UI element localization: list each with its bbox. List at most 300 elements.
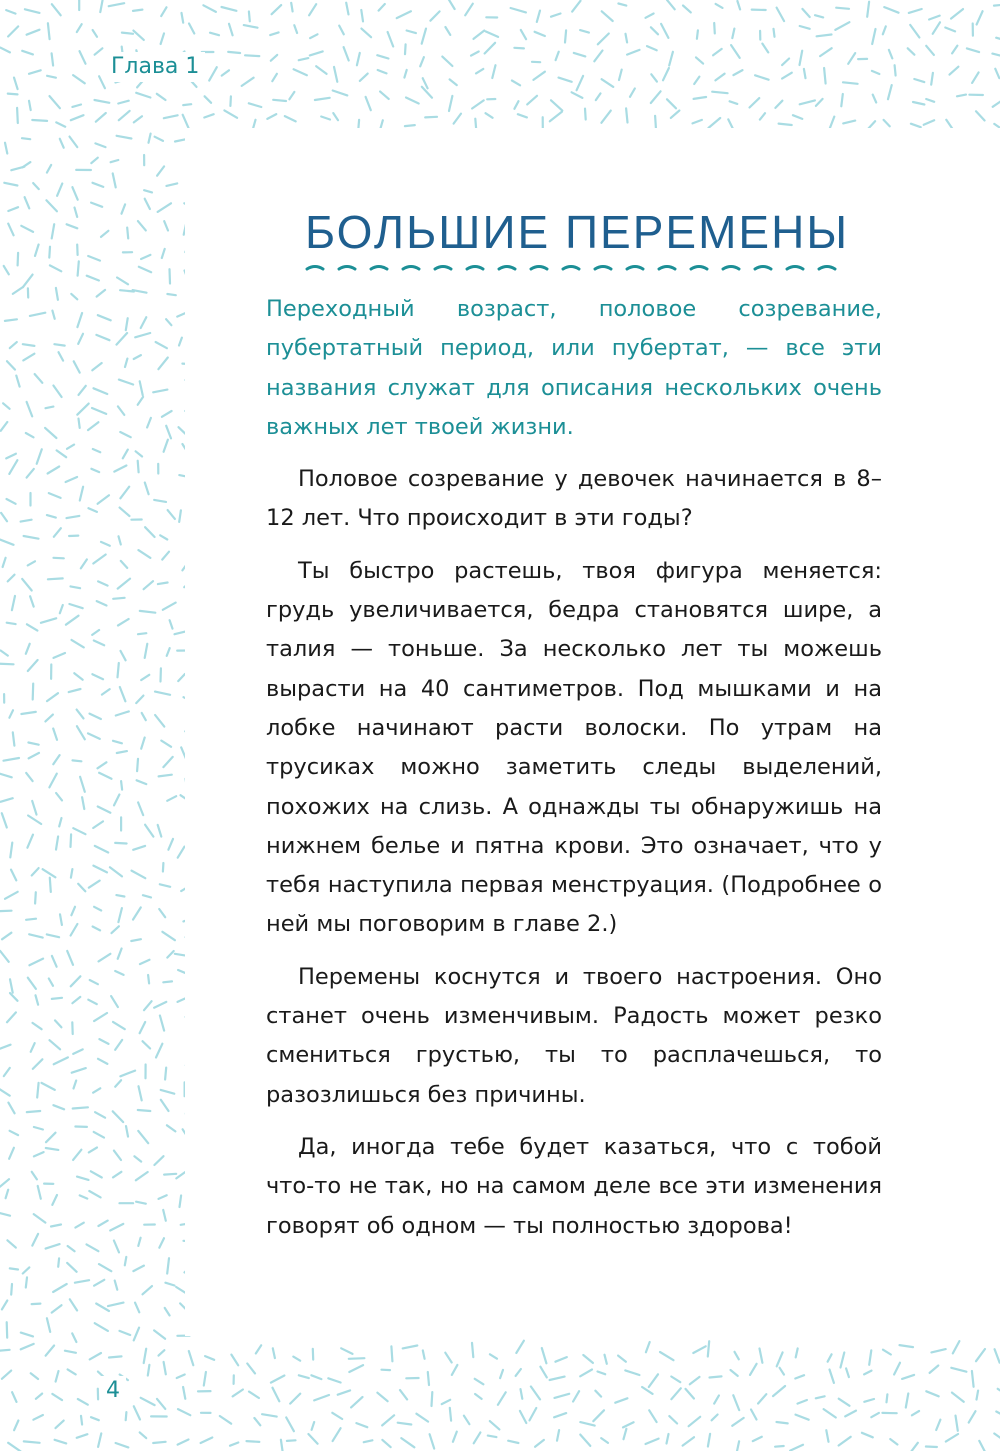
- sprinkle-dash: [594, 51, 602, 62]
- sprinkle-dash: [0, 951, 9, 962]
- sprinkle-dash: [993, 100, 1000, 107]
- sprinkle-dash: [121, 561, 127, 568]
- sprinkle-dash: [245, 55, 259, 56]
- sprinkle-dash: [131, 939, 141, 941]
- sprinkle-dash: [889, 50, 892, 59]
- sprinkle-dash: [23, 1267, 30, 1273]
- sprinkle-dash: [5, 319, 17, 321]
- sprinkle-dash: [357, 53, 360, 65]
- sprinkle-dash: [884, 120, 890, 126]
- sprinkle-dash: [914, 79, 924, 82]
- body-paragraph-1: Половое созревание у девочек начинается в 8–12 лет. Что происходит в эти годы?: [266, 466, 882, 532]
- sprinkle-dash: [52, 1394, 62, 1400]
- sprinkle-dash: [542, 1348, 547, 1363]
- sprinkle-dash: [333, 91, 348, 96]
- sprinkle-dash: [134, 355, 141, 359]
- sprinkle-dash: [388, 32, 394, 47]
- sprinkle-dash: [155, 137, 163, 141]
- sprinkle-dash: [120, 687, 126, 701]
- sprinkle-dash: [140, 611, 156, 613]
- sprinkle-dash: [926, 1447, 937, 1448]
- sprinkle-dash: [828, 1354, 832, 1361]
- sprinkle-dash: [845, 1411, 856, 1417]
- sprinkle-dash: [802, 9, 809, 17]
- sprinkle-dash: [623, 1422, 634, 1427]
- sprinkle-dash: [26, 919, 36, 920]
- sprinkle-dash: [55, 1020, 61, 1027]
- sprinkle-dash: [273, 1388, 280, 1402]
- sprinkle-dash: [651, 91, 661, 103]
- sprinkle-dash: [33, 183, 39, 189]
- sprinkle-dash: [95, 143, 105, 147]
- sprinkle-dash: [580, 1435, 590, 1446]
- sprinkle-dash: [136, 1202, 146, 1204]
- sprinkle-dash: [71, 907, 75, 915]
- sprinkle-dash: [183, 1387, 185, 1399]
- sprinkle-dash: [50, 1040, 61, 1049]
- sprinkle-dash: [951, 9, 963, 19]
- sprinkle-dash: [708, 1341, 709, 1356]
- sprinkle-dash: [95, 48, 103, 54]
- sprinkle-dash: [883, 26, 886, 34]
- sprinkle-dash: [78, 261, 79, 275]
- sprinkle-dash: [66, 477, 78, 482]
- sprinkle-dash: [750, 1364, 757, 1375]
- sprinkle-dash: [100, 0, 102, 12]
- sprinkle-dash: [291, 3, 292, 12]
- sprinkle-dash: [777, 1352, 783, 1366]
- sprinkle-dash: [862, 1433, 873, 1438]
- sprinkle-dash: [996, 1412, 1000, 1417]
- sprinkle-dash: [618, 1356, 626, 1362]
- sprinkle-dash: [4, 1068, 10, 1076]
- sprinkle-dash: [873, 95, 877, 103]
- sprinkle-dash: [945, 28, 955, 32]
- sprinkle-dash: [780, 1368, 784, 1375]
- sprinkle-dash: [585, 109, 586, 120]
- sprinkle-dash: [71, 976, 81, 986]
- article-body: [266, 290, 882, 1259]
- sprinkle-dash: [815, 15, 823, 17]
- sprinkle-dash: [94, 1280, 104, 1286]
- sprinkle-dash: [286, 1417, 294, 1431]
- sprinkle-dash: [872, 71, 880, 74]
- sprinkle-dash: [514, 48, 524, 49]
- sprinkle-dash: [27, 624, 38, 630]
- sprinkle-dash: [163, 863, 164, 872]
- sprinkle-dash: [66, 616, 79, 625]
- sprinkle-dash: [148, 975, 149, 983]
- sprinkle-dash: [37, 449, 42, 464]
- sprinkle-dash: [32, 868, 39, 875]
- sprinkle-dash: [99, 1039, 108, 1044]
- sprinkle-dash: [56, 837, 58, 850]
- sprinkle-dash: [400, 1390, 407, 1399]
- sprinkle-dash: [7, 623, 16, 624]
- sprinkle-dash: [693, 1346, 705, 1353]
- sprinkle-dash: [120, 487, 129, 499]
- sprinkle-dash: [45, 428, 56, 438]
- sprinkle-dash: [686, 1389, 694, 1399]
- sprinkle-dash: [68, 1246, 75, 1251]
- sprinkle-dash: [10, 843, 12, 858]
- sprinkle-dash: [74, 673, 82, 680]
- sprinkle-dash: [472, 1343, 473, 1357]
- sprinkle-dash: [583, 1355, 593, 1363]
- sprinkle-dash: [824, 1409, 836, 1417]
- sprinkle-dash: [209, 67, 217, 80]
- sprinkle-dash: [667, 1434, 669, 1444]
- sprinkle-dash: [52, 311, 54, 319]
- sprinkle-dash: [67, 951, 73, 965]
- sprinkle-dash: [531, 1387, 540, 1400]
- sprinkle-dash: [93, 866, 107, 873]
- sprinkle-dash: [271, 55, 277, 61]
- sprinkle-dash: [94, 1013, 107, 1021]
- sprinkle-dash: [737, 1441, 740, 1451]
- sprinkle-dash: [77, 1434, 88, 1438]
- sprinkle-dash: [113, 1022, 125, 1029]
- sprinkle-dash: [996, 38, 1000, 41]
- sprinkle-dash: [346, 3, 348, 15]
- sprinkle-dash: [118, 663, 119, 677]
- sprinkle-dash: [210, 33, 219, 36]
- sprinkle-dash: [693, 120, 702, 124]
- sprinkle-dash: [148, 1365, 150, 1376]
- sprinkle-dash: [660, 1352, 674, 1360]
- sprinkle-dash: [619, 70, 622, 80]
- sprinkle-dash: [520, 1411, 526, 1423]
- sprinkle-dash: [37, 1083, 38, 1098]
- sprinkle-dash: [49, 247, 50, 258]
- sprinkle-dash: [91, 469, 99, 472]
- sprinkle-dash: [10, 993, 18, 1001]
- sprinkle-dash: [57, 450, 67, 457]
- sprinkle-dash: [91, 1171, 102, 1177]
- sprinkle-dash: [894, 1363, 900, 1375]
- sprinkle-dash: [222, 70, 229, 75]
- sprinkle-dash: [89, 1148, 97, 1153]
- sprinkle-dash: [165, 1068, 166, 1080]
- sprinkle-dash: [54, 653, 66, 658]
- sprinkle-dash: [88, 733, 100, 739]
- sprinkle-dash: [93, 1088, 100, 1092]
- sprinkle-dash: [71, 294, 77, 299]
- sprinkle-dash: [71, 586, 81, 588]
- sprinkle-dash: [22, 579, 32, 591]
- sprinkle-dash: [145, 825, 153, 837]
- sprinkle-dash: [74, 1081, 77, 1089]
- sprinkle-dash: [926, 1391, 938, 1396]
- sprinkle-dash: [475, 1379, 484, 1385]
- sprinkle-dash: [143, 895, 151, 897]
- sprinkle-dash: [758, 1394, 766, 1403]
- sprinkle-dash: [145, 199, 150, 209]
- sprinkle-dash: [53, 729, 57, 740]
- sprinkle-dash: [222, 7, 237, 11]
- sprinkle-dash: [710, 1376, 722, 1377]
- sprinkle-dash: [167, 796, 176, 801]
- sprinkle-dash: [10, 979, 13, 992]
- sprinkle-dash: [976, 111, 985, 120]
- sprinkle-dash: [992, 54, 1000, 57]
- sprinkle-dash: [929, 16, 940, 20]
- sprinkle-dash: [157, 94, 166, 100]
- sprinkle-dash: [556, 52, 559, 60]
- sprinkle-dash: [205, 1356, 214, 1360]
- sprinkle-dash: [4, 183, 17, 186]
- sprinkle-dash: [115, 1281, 118, 1290]
- sprinkle-dash: [671, 1377, 680, 1383]
- sprinkle-dash: [53, 755, 59, 764]
- sprinkle-dash: [476, 69, 483, 74]
- sprinkle-dash: [73, 828, 85, 834]
- sprinkle-dash: [516, 1369, 521, 1376]
- sprinkle-dash: [518, 114, 527, 117]
- sprinkle-dash: [179, 338, 182, 346]
- sprinkle-dash: [565, 30, 566, 42]
- sprinkle-dash: [167, 648, 170, 656]
- sprinkle-dash: [9, 460, 17, 474]
- sprinkle-dash: [60, 914, 62, 925]
- sprinkle-dash: [108, 1303, 124, 1307]
- sprinkle-dash: [93, 30, 97, 37]
- sprinkle-dash: [817, 35, 832, 37]
- sprinkle-dash: [71, 115, 84, 120]
- sprinkle-dash: [95, 1323, 108, 1331]
- sprinkle-dash: [65, 1351, 76, 1353]
- sprinkle-dash: [6, 1190, 9, 1199]
- sprinkle-dash: [72, 997, 80, 1003]
- sprinkle-dash: [116, 711, 129, 715]
- sprinkle-dash: [25, 9, 40, 13]
- sprinkle-dash: [53, 1105, 64, 1109]
- sprinkle-dash: [144, 1349, 147, 1363]
- sprinkle-dash: [32, 1234, 38, 1246]
- sprinkle-dash: [422, 29, 426, 44]
- sprinkle-dash: [334, 67, 337, 82]
- sprinkle-dash: [800, 51, 803, 65]
- body-paragraph-3: Перемены коснутся и твоего настроения. Оно станет очень изменчивым. Радость может резко смениться грустью, ты то расплачешься, то разозлишься без причины.: [266, 963, 882, 1108]
- sprinkle-dash: [140, 1022, 146, 1033]
- sprinkle-dash: [382, 1415, 394, 1425]
- sprinkle-dash: [820, 48, 832, 56]
- sprinkle-dash: [161, 7, 166, 16]
- sprinkle-dash: [91, 158, 98, 163]
- sprinkle-dash: [229, 24, 233, 36]
- sprinkle-dash: [950, 67, 959, 75]
- sprinkle-dash: [94, 388, 108, 394]
- sprinkle-dash: [149, 134, 151, 143]
- sprinkle-dash: [32, 801, 36, 815]
- sprinkle-dash: [77, 726, 85, 739]
- sprinkle-dash: [116, 895, 124, 896]
- sprinkle-dash: [160, 1016, 164, 1031]
- sprinkle-dash: [646, 14, 654, 18]
- body-paragraph-4: Да, иногда тебе будет казаться, что с тобой что-то не так, но на самом деле все эти изменения говорят об одном — ты полностью здорова!: [266, 1133, 882, 1239]
- sprinkle-dash: [750, 98, 760, 107]
- sprinkle-dash: [646, 1439, 659, 1444]
- sprinkle-dash: [54, 528, 61, 537]
- sprinkle-dash: [77, 1177, 89, 1180]
- sprinkle-dash: [580, 30, 589, 32]
- sprinkle-dash: [804, 69, 806, 78]
- sprinkle-dash: [12, 1392, 16, 1402]
- sprinkle-dash: [138, 550, 150, 558]
- sprinkle-dash: [906, 1394, 909, 1408]
- sprinkle-dash: [224, 110, 237, 117]
- sprinkle-dash: [667, 99, 676, 108]
- sprinkle-dash: [120, 1331, 131, 1335]
- sprinkle-dash: [485, 43, 496, 54]
- sprinkle-dash: [289, 92, 294, 99]
- sprinkle-dash: [977, 1391, 979, 1400]
- sprinkle-dash: [161, 741, 171, 747]
- sprinkle-dash: [125, 1257, 127, 1265]
- sprinkle-dash: [155, 715, 164, 727]
- sprinkle-dash: [114, 1151, 121, 1160]
- sprinkle-dash: [308, 1434, 317, 1444]
- sprinkle-dash: [293, 1357, 300, 1361]
- sprinkle-dash: [168, 510, 175, 519]
- sprinkle-dash: [22, 162, 30, 167]
- sprinkle-dash: [71, 834, 72, 847]
- sprinkle-dash: [29, 70, 41, 74]
- sprinkle-dash: [56, 288, 58, 300]
- sprinkle-dash: [116, 1443, 129, 1447]
- sprinkle-dash: [29, 101, 31, 110]
- sprinkle-dash: [73, 760, 82, 761]
- sprinkle-dash: [361, 29, 371, 38]
- sprinkle-dash: [110, 1224, 123, 1231]
- sprinkle-dash: [120, 432, 130, 437]
- sprinkle-dash: [153, 390, 167, 393]
- sprinkle-dash: [118, 579, 130, 589]
- sprinkle-dash: [28, 660, 38, 671]
- sprinkle-dash: [51, 1225, 61, 1227]
- sprinkle-dash: [52, 53, 54, 65]
- sprinkle-dash: [663, 68, 669, 80]
- sprinkle-dash: [933, 22, 940, 34]
- sprinkle-dash: [92, 408, 106, 414]
- sprinkle-dash: [154, 1002, 166, 1008]
- sprinkle-dash: [593, 1410, 604, 1421]
- sprinkle-dash: [995, 1349, 1000, 1362]
- sprinkle-dash: [70, 1299, 77, 1310]
- sprinkle-dash: [73, 1049, 83, 1054]
- sprinkle-dash: [42, 1083, 55, 1090]
- sprinkle-dash: [344, 47, 349, 60]
- sprinkle-dash: [158, 825, 162, 837]
- sprinkle-dash: [49, 774, 56, 788]
- sprinkle-dash: [244, 25, 258, 28]
- sprinkle-dash: [94, 641, 104, 646]
- sprinkle-dash: [714, 23, 715, 33]
- sprinkle-dash: [73, 1150, 81, 1160]
- sprinkle-dash: [93, 449, 101, 452]
- sprinkle-dash: [404, 70, 406, 78]
- sprinkle-dash: [299, 58, 309, 60]
- sprinkle-dash: [88, 1000, 97, 1004]
- sprinkle-dash: [60, 605, 63, 613]
- sprinkle-dash: [70, 137, 78, 148]
- sprinkle-dash: [366, 97, 371, 110]
- sprinkle-dash: [183, 115, 189, 128]
- sprinkle-dash: [760, 1349, 763, 1363]
- sprinkle-dash: [895, 65, 896, 75]
- sprinkle-dash: [46, 407, 54, 409]
- sprinkle-dash: [839, 1399, 850, 1406]
- sprinkle-dash: [333, 1428, 341, 1441]
- sprinkle-dash: [14, 1421, 18, 1431]
- sprinkle-dash: [167, 1258, 169, 1273]
- sprinkle-dash: [5, 892, 18, 899]
- sprinkle-dash: [924, 120, 935, 125]
- sprinkle-dash: [162, 552, 169, 560]
- sprinkle-dash: [0, 664, 14, 665]
- sprinkle-dash: [166, 426, 171, 439]
- sprinkle-dash: [81, 1416, 82, 1425]
- sprinkle-dash: [931, 1349, 945, 1352]
- sprinkle-dash: [141, 675, 149, 680]
- sprinkle-dash: [138, 1131, 148, 1143]
- sprinkle-dash: [492, 65, 495, 78]
- sprinkle-dash: [114, 795, 119, 806]
- sprinkle-dash: [910, 25, 919, 38]
- sprinkle-dash: [60, 139, 64, 148]
- sprinkle-dash: [69, 604, 82, 608]
- sprinkle-dash: [33, 1023, 42, 1029]
- sprinkle-dash: [627, 50, 639, 55]
- sprinkle-dash: [93, 927, 101, 931]
- sprinkle-dash: [96, 1304, 109, 1312]
- sprinkle-dash: [430, 1434, 435, 1448]
- sprinkle-dash: [58, 1258, 59, 1267]
- sprinkle-dash: [78, 334, 83, 344]
- sprinkle-dash: [12, 596, 15, 610]
- sprinkle-dash: [782, 59, 789, 66]
- sprinkle-dash: [50, 878, 51, 892]
- sprinkle-dash: [486, 31, 499, 37]
- sprinkle-dash: [95, 846, 108, 853]
- sprinkle-dash: [96, 113, 106, 122]
- sprinkle-dash: [34, 1214, 46, 1223]
- sprinkle-dash: [573, 1391, 579, 1401]
- sprinkle-dash: [22, 138, 30, 139]
- sprinkle-dash: [118, 908, 122, 922]
- sprinkle-dash: [140, 1432, 147, 1438]
- sprinkle-dash: [134, 1406, 140, 1419]
- sprinkle-dash: [8, 26, 18, 36]
- sprinkle-dash: [111, 160, 119, 162]
- sprinkle-dash: [911, 124, 921, 128]
- sprinkle-dash: [800, 100, 815, 104]
- sprinkle-dash: [126, 1126, 128, 1137]
- sprinkle-dash: [138, 397, 143, 405]
- sprinkle-dash: [0, 48, 10, 53]
- sprinkle-dash: [712, 1415, 718, 1421]
- sprinkle-dash: [0, 911, 12, 912]
- sprinkle-dash: [134, 1156, 141, 1161]
- sprinkle-dash: [134, 1328, 139, 1341]
- sprinkle-dash: [24, 1441, 40, 1442]
- sprinkle-dash: [574, 53, 586, 57]
- sprinkle-dash: [98, 762, 107, 768]
- sprinkle-dash: [595, 1391, 601, 1397]
- sprinkle-dash: [843, 121, 855, 124]
- sprinkle-dash: [671, 111, 680, 118]
- sprinkle-dash: [92, 674, 103, 679]
